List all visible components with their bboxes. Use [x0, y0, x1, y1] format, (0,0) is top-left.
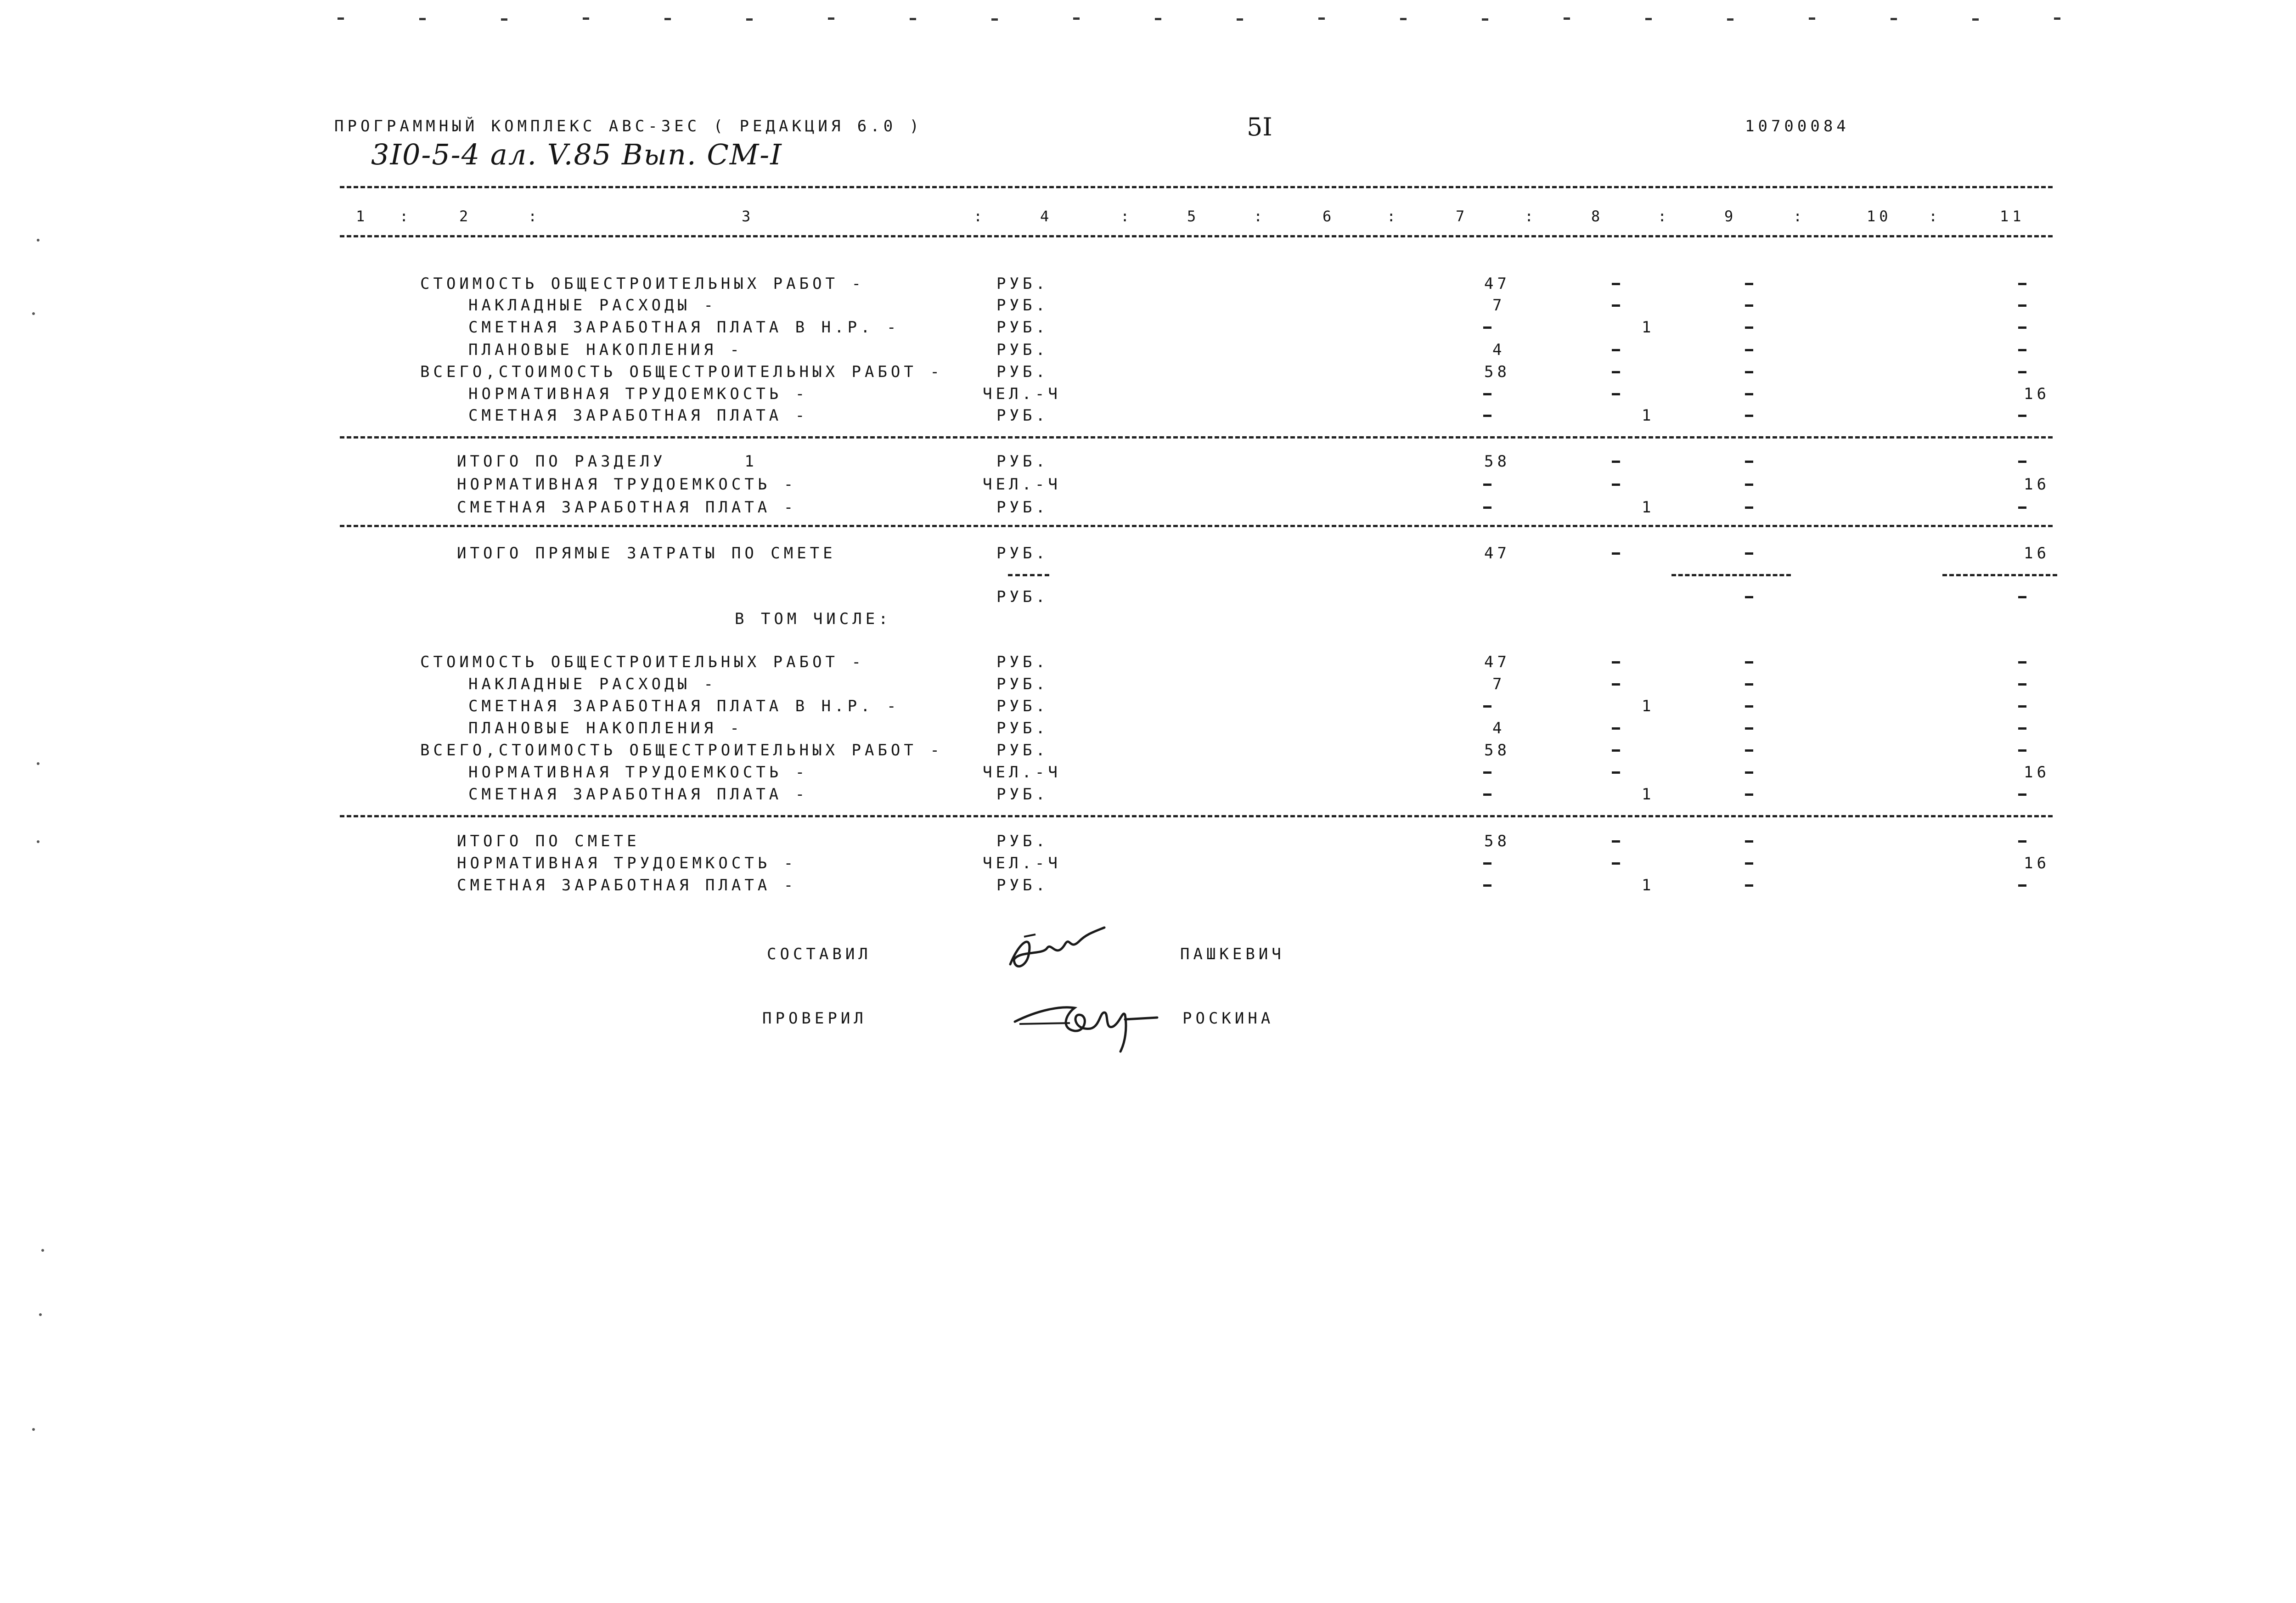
scan-mark — [991, 18, 998, 21]
unit-cell: РУБ. — [996, 296, 1049, 315]
dash-value — [1612, 283, 1620, 285]
row-label: СМЕТНАЯ ЗАРАБОТНАЯ ПЛАТА В Н.Р. - — [468, 697, 900, 715]
dash-value — [1745, 326, 1753, 329]
scan-mark — [501, 18, 507, 21]
dash-value — [1745, 840, 1753, 843]
column-separator: : — [400, 208, 412, 225]
dash-value — [1745, 371, 1753, 373]
dash-value — [1483, 862, 1491, 865]
value-cell: 16 — [2024, 854, 2050, 872]
unit-cell: РУБ. — [996, 452, 1049, 471]
dash-value — [1612, 552, 1620, 555]
dash-value — [2018, 506, 2026, 509]
unit-cell: РУБ. — [996, 363, 1049, 381]
header-top-rule — [340, 186, 2053, 188]
dash-value — [2018, 304, 2026, 307]
column-separator: : — [1929, 208, 1941, 225]
dash-value — [2018, 840, 2026, 843]
handwritten-reference: 3I0-5-4 ал. V.85 Вып. СМ-I — [371, 138, 782, 171]
dash-value — [2018, 596, 2026, 598]
value-cell: 58 — [1484, 832, 1510, 850]
column-number: 7 — [1456, 208, 1469, 225]
scan-speck — [41, 1249, 44, 1252]
dash-value — [1483, 506, 1491, 509]
unit-cell: ЧЕЛ.-Ч — [983, 854, 1061, 872]
scan-mark — [1809, 17, 1815, 20]
dash-value — [1745, 415, 1753, 417]
dash-value — [1612, 683, 1620, 686]
dash-value — [2018, 884, 2026, 887]
value-cell: 1 — [1642, 876, 1655, 894]
divider-section-4 — [340, 815, 2053, 817]
dash-value — [1745, 506, 1753, 509]
unit-cell: РУБ. — [996, 832, 1049, 850]
value-cell: 1 — [1642, 318, 1655, 337]
scan-mark — [419, 18, 426, 20]
column-number: 5 — [1187, 208, 1200, 225]
header-bottom-rule — [340, 235, 2053, 237]
column-separator: : — [528, 208, 541, 225]
dash-value — [2018, 749, 2026, 752]
value-cell: 1 — [1642, 406, 1655, 425]
scan-mark — [828, 17, 834, 20]
dash-value — [1745, 862, 1753, 865]
unit-cell: ЧЕЛ.-Ч — [983, 475, 1061, 494]
dash-value — [1745, 461, 1753, 463]
checked-by-name: РОСКИНА — [1182, 1009, 1274, 1028]
value-cell: 16 — [2024, 544, 2050, 562]
including-heading: В ТОМ ЧИСЛЕ: — [735, 610, 892, 628]
dash-value — [1612, 461, 1620, 463]
row-label: СМЕТНАЯ ЗАРАБОТНАЯ ПЛАТА - — [457, 498, 797, 517]
value-cell: 58 — [1484, 363, 1510, 381]
value-cell: 1 — [1642, 697, 1655, 715]
row-label: СТОИМОСТЬ ОБЩЕСТРОИТЕЛЬНЫХ РАБОТ - — [420, 275, 865, 293]
dash-value — [1745, 393, 1753, 395]
column-separator: : — [1387, 208, 1400, 225]
dash-value — [1612, 771, 1620, 774]
unit-cell: РУБ. — [996, 406, 1049, 425]
dash-value — [2018, 793, 2026, 796]
dash-value — [2018, 727, 2026, 730]
dash-value — [1612, 862, 1620, 865]
dash-value — [1483, 705, 1491, 708]
checked-signature — [1010, 987, 1162, 1058]
row-label: ПЛАНОВЫЕ НАКОПЛЕНИЯ - — [468, 719, 743, 737]
dash-value — [2018, 705, 2026, 708]
dash-value — [1745, 705, 1753, 708]
scan-mark — [1891, 18, 1897, 20]
column-separator: : — [1658, 208, 1671, 225]
scan-mark — [746, 18, 753, 21]
dash-value — [1483, 415, 1491, 417]
dash-value — [1612, 484, 1620, 486]
dash-value — [1483, 393, 1491, 395]
unit-cell: РУБ. — [996, 697, 1049, 715]
compiled-by-name: ПАШКЕВИЧ — [1180, 945, 1285, 963]
column-separator: : — [1793, 208, 1806, 225]
unit-cell: РУБ. — [996, 675, 1049, 693]
column-number: 9 — [1724, 208, 1737, 225]
value-cell: 47 — [1484, 653, 1510, 671]
column-number: 3 — [742, 208, 754, 225]
dash-value — [1612, 349, 1620, 351]
subtotal-rule — [1942, 574, 2057, 576]
dash-value — [2018, 371, 2026, 373]
dash-value — [2018, 661, 2026, 664]
row-label: ПЛАНОВЫЕ НАКОПЛЕНИЯ - — [468, 341, 743, 359]
scan-mark — [1482, 18, 1488, 21]
dash-value — [2018, 683, 2026, 686]
dash-value — [1612, 371, 1620, 373]
row-label: СМЕТНАЯ ЗАРАБОТНАЯ ПЛАТА - — [468, 785, 809, 804]
dash-value — [1612, 840, 1620, 843]
value-cell: 58 — [1484, 452, 1510, 471]
column-separator: : — [974, 208, 986, 225]
row-label: НОРМАТИВНАЯ ТРУДОЕМКОСТЬ - — [468, 385, 809, 403]
column-number: 11 — [2000, 208, 2025, 225]
dash-value — [1612, 749, 1620, 752]
unit-cell: РУБ. — [996, 544, 1049, 562]
compiled-by-label: СОСТАВИЛ — [767, 945, 872, 963]
column-number: 10 — [1867, 208, 1892, 225]
dash-value — [1745, 349, 1753, 351]
unit-cell: РУБ. — [996, 498, 1049, 517]
divider-section-1 — [340, 436, 2053, 439]
value-cell: 16 — [2024, 763, 2050, 782]
dash-value — [1612, 304, 1620, 307]
row-label: СМЕТНАЯ ЗАРАБОТНАЯ ПЛАТА - — [468, 406, 809, 425]
scan-speck — [37, 762, 39, 765]
scan-speck — [32, 1428, 35, 1431]
dash-value — [2018, 326, 2026, 329]
dash-value — [1612, 393, 1620, 395]
dash-value — [1745, 884, 1753, 887]
row-label: НАКЛАДНЫЕ РАСХОДЫ - — [468, 675, 717, 693]
column-number: 6 — [1322, 208, 1335, 225]
column-separator: : — [1525, 208, 1537, 225]
scan-mark — [910, 18, 916, 20]
column-number: 8 — [1591, 208, 1604, 225]
value-cell: 47 — [1484, 275, 1510, 293]
value-cell: 4 — [1492, 341, 1506, 359]
row-label: ВСЕГО,СТОИМОСТЬ ОБЩЕСТРОИТЕЛЬНЫХ РАБОТ - — [420, 363, 943, 381]
unit-cell: РУБ. — [996, 588, 1049, 606]
unit-cell: РУБ. — [996, 719, 1049, 737]
scan-mark — [1972, 18, 1979, 21]
row-label: ИТОГО ПО РАЗДЕЛУ 1 — [457, 452, 758, 471]
dash-value — [1745, 283, 1753, 285]
value-cell: 7 — [1492, 296, 1506, 315]
row-label: НОРМАТИВНАЯ ТРУДОЕМКОСТЬ - — [468, 763, 809, 782]
scan-speck — [37, 239, 39, 242]
page-number: 5I — [1247, 112, 1272, 141]
value-cell: 16 — [2024, 385, 2050, 403]
dash-value — [1483, 793, 1491, 796]
dash-value — [1612, 727, 1620, 730]
row-label: ИТОГО ПО СМЕТЕ — [457, 832, 640, 850]
dash-value — [1745, 661, 1753, 664]
unit-cell: РУБ. — [996, 653, 1049, 671]
dash-value — [1483, 771, 1491, 774]
column-number: 2 — [459, 208, 472, 225]
dash-value — [1745, 596, 1753, 598]
row-label: СМЕТНАЯ ЗАРАБОТНАЯ ПЛАТА В Н.Р. - — [468, 318, 900, 337]
row-label: СТОИМОСТЬ ОБЩЕСТРОИТЕЛЬНЫХ РАБОТ - — [420, 653, 865, 671]
scan-mark — [1645, 18, 1652, 20]
scan-mark — [1564, 17, 1570, 20]
row-label: НАКЛАДНЫЕ РАСХОДЫ - — [468, 296, 717, 315]
scan-mark — [664, 18, 671, 20]
value-cell: 47 — [1484, 544, 1510, 562]
unit-cell: РУБ. — [996, 876, 1049, 894]
dash-value — [1483, 884, 1491, 887]
unit-cell: ЧЕЛ.-Ч — [983, 385, 1061, 403]
column-number: 1 — [356, 208, 369, 225]
scan-mark — [2054, 17, 2060, 20]
value-cell: 1 — [1642, 498, 1655, 517]
dash-value — [2018, 461, 2026, 463]
dash-value — [2018, 283, 2026, 285]
dash-value — [1612, 661, 1620, 664]
row-label: ВСЕГО,СТОИМОСТЬ ОБЩЕСТРОИТЕЛЬНЫХ РАБОТ - — [420, 741, 943, 759]
unit-cell: РУБ. — [996, 341, 1049, 359]
unit-cell: ЧЕЛ.-Ч — [983, 763, 1061, 782]
divider-section-2 — [340, 525, 2053, 527]
dash-value — [2018, 415, 2026, 417]
unit-cell: РУБ. — [996, 318, 1049, 337]
dash-value — [2018, 349, 2026, 351]
row-label: ИТОГО ПРЯМЫЕ ЗАТРАТЫ ПО СМЕТЕ — [457, 544, 836, 562]
scan-speck — [39, 1313, 42, 1316]
dash-value — [1745, 727, 1753, 730]
document-code: 10700084 — [1745, 117, 1850, 135]
scan-speck — [37, 840, 39, 843]
row-label: НОРМАТИВНАЯ ТРУДОЕМКОСТЬ - — [457, 475, 797, 494]
value-cell: 58 — [1484, 741, 1510, 759]
scan-mark — [583, 17, 589, 20]
dash-value — [1483, 484, 1491, 486]
scan-mark — [1155, 18, 1161, 20]
dash-value — [1745, 552, 1753, 555]
scan-mark — [1237, 18, 1243, 21]
scan-mark — [1400, 18, 1407, 20]
dash-value — [1745, 484, 1753, 486]
compiled-signature — [1001, 923, 1111, 980]
column-separator: : — [1254, 208, 1266, 225]
value-cell: 4 — [1492, 719, 1506, 737]
dash-value — [1745, 771, 1753, 774]
scan-mark — [1073, 17, 1080, 20]
subtotal-rule — [1008, 574, 1049, 576]
dash-value — [1745, 304, 1753, 307]
value-cell: 16 — [2024, 475, 2050, 494]
unit-cell: РУБ. — [996, 785, 1049, 804]
dash-value — [1745, 749, 1753, 752]
column-number: 4 — [1040, 208, 1053, 225]
scan-speck — [32, 312, 35, 315]
row-label: СМЕТНАЯ ЗАРАБОТНАЯ ПЛАТА - — [457, 876, 797, 894]
dash-value — [1745, 793, 1753, 796]
checked-by-label: ПРОВЕРИЛ — [762, 1009, 867, 1028]
scan-mark — [1318, 17, 1325, 20]
scan-mark — [1727, 18, 1733, 21]
dash-value — [1483, 326, 1491, 329]
unit-cell: РУБ. — [996, 741, 1049, 759]
row-label: НОРМАТИВНАЯ ТРУДОЕМКОСТЬ - — [457, 854, 797, 872]
program-header: ПРОГРАММНЫЙ КОМПЛЕКС АВС-ЗЕС ( РЕДАКЦИЯ 6.0 ) — [334, 117, 923, 135]
scan-mark — [338, 17, 344, 20]
column-separator: : — [1120, 208, 1133, 225]
subtotal-rule — [1671, 574, 1791, 576]
value-cell: 1 — [1642, 785, 1655, 804]
unit-cell: РУБ. — [996, 275, 1049, 293]
value-cell: 7 — [1492, 675, 1506, 693]
dash-value — [1745, 683, 1753, 686]
